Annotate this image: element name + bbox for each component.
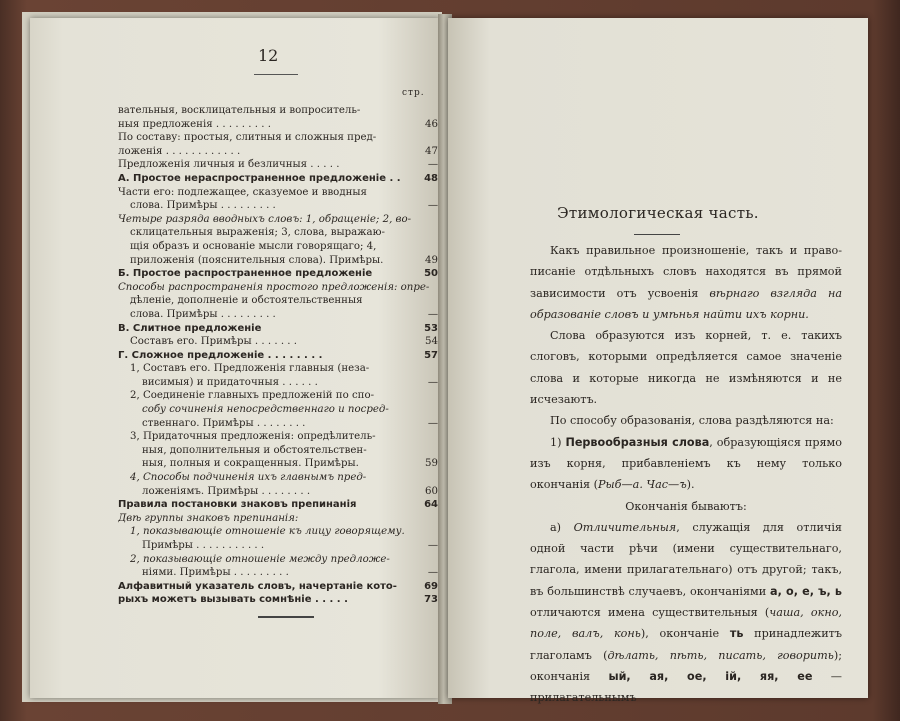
toc-page-number: — [427, 376, 438, 388]
toc-row [118, 322, 438, 336]
title-rule [634, 234, 680, 235]
toc-entry-text: приложенія (пояснительныя слова). Примѣры. [130, 254, 384, 266]
toc-row [118, 267, 438, 281]
toc-entry-text: 1, показывающіе отношеніе къ лицу говорящему. [130, 526, 405, 538]
toc-page-number: 73 [424, 594, 438, 606]
chapter-body [530, 240, 842, 709]
toc-page-number: — [427, 308, 438, 320]
toc-page-number: — [427, 540, 438, 551]
toc-row [118, 118, 438, 132]
toc-row [118, 389, 438, 403]
paragraph: Слова образуются изъ корней, т. е. такихъ слоговъ, которыми опредѣляется самое значеніе слова и которые никогда не измѣняются и не исчезаютъ. [530, 329, 842, 407]
toc-row [118, 593, 438, 607]
toc-entry-text: Примѣры . . . . . . . . . . . [142, 540, 265, 551]
toc-page-number: — [427, 200, 438, 212]
toc-entry-text: ныя, дополнительныя и обстоятельствен- [142, 444, 367, 456]
page-column-header: стр. [402, 88, 425, 98]
toc-row [118, 308, 438, 322]
toc-row [118, 131, 438, 145]
toc-row [118, 512, 438, 526]
toc-entry-text: Предложенія личныя и безличныя . . . . . [118, 159, 340, 171]
toc-row [118, 145, 438, 159]
toc-page-number: — [427, 159, 438, 171]
toc-end-rule [258, 616, 314, 618]
paragraph: По способу образованія, слова раздѣляются на: [550, 414, 834, 428]
toc-page-number: 50 [424, 268, 438, 280]
toc-entry-text: 4, Способы подчиненія ихъ главнымъ пред- [130, 472, 367, 484]
toc-row [118, 240, 438, 254]
toc-page-number: 54 [425, 336, 438, 348]
toc-entry-text: склицательныя выраженія; 3, слова, выражаю- [130, 227, 385, 239]
toc-row [118, 417, 438, 431]
paragraph: а) Отличительныя, служащія для отличія одной части рѣчи (имени существительнаго, глагола, имени прилагательнаго) отъ другой; такъ, въ большинствѣ случаевъ, окончаніями а, о, е, ъ, ь отличаются имена существительныя (чаша, окно, поле, валъ, конь), окончаніе ть принадлежитъ глаголамъ (дѣлать, пѣть, писать, говорить); окончанія ый, ая, ое, ій, яя, ее — прилагательнымъ [530, 520, 842, 705]
toc-row [118, 254, 438, 268]
toc-page-number: 47 [425, 145, 438, 157]
toc-row [118, 335, 438, 349]
toc-row [118, 471, 438, 485]
toc-entry-text: 1, Составъ его. Предложенія главныя (неза- [130, 363, 370, 375]
toc-entry-text: Г. Сложное предложеніе . . . . . . . . [118, 349, 323, 361]
toc-page-number: 53 [424, 322, 438, 334]
toc-row [118, 580, 438, 594]
toc-row [118, 444, 438, 458]
toc-page-number: — [427, 567, 438, 579]
page-number-rule [254, 74, 298, 75]
toc-entry-text: рыхъ можетъ вызывать сомнѣніе . . . . . [118, 594, 348, 606]
toc-entry-text: 2, Соединеніе главныхъ предложеній по спо- [130, 390, 375, 402]
toc-row [118, 158, 438, 172]
toc-row [118, 376, 438, 390]
toc-row [118, 566, 438, 580]
toc-entry-text: Четыре разряда вводныхъ словъ: 1, обращеніе; 2, во- [118, 213, 412, 225]
toc-entry-text: Алфавитный указатель словъ, начертаніе кото- [118, 580, 397, 592]
toc-row [118, 362, 438, 376]
toc-entry-text: Способы распространенія простого предложенія: опре- [118, 281, 430, 293]
toc-row [118, 294, 438, 308]
toc-row [118, 485, 438, 499]
toc-entry-text: В. Слитное предложеніе [118, 322, 262, 334]
paragraph: 1) Первообразныя слова, образующіяся прямо изъ корня, прибавленіемъ къ нему только окончанія (Рыб—а. Час—ъ). [530, 435, 842, 492]
toc-entry-text: ложенія . . . . . . . . . . . . [118, 145, 241, 157]
toc-row [118, 199, 438, 213]
toc-row [118, 186, 438, 200]
toc-page-number: 46 [425, 118, 438, 130]
toc-entry-text: ніями. Примѣры . . . . . . . . . [142, 567, 289, 579]
toc-entry-text: дѣленіе, дополненіе и обстоятельственныя [130, 295, 363, 307]
right-page [448, 18, 868, 705]
toc-page-number: 64 [424, 499, 438, 511]
toc-page-number: 57 [424, 349, 438, 361]
toc-entry-text: ственнаго. Примѣры . . . . . . . . [142, 417, 306, 429]
toc-page-number: 69 [424, 580, 438, 592]
toc-entry-text: слова. Примѣры . . . . . . . . . [130, 200, 276, 212]
chapter-title: Этимологическая часть. [557, 204, 759, 222]
toc-entry-text: По составу: простыя, слитныя и сложныя пред- [118, 132, 377, 144]
toc-entry-text: Правила постановки знаковъ препинанія [118, 499, 357, 511]
toc-page-number: 59 [425, 458, 438, 470]
toc-entry-text: А. Простое нераспространенное предложеніе . . [118, 172, 401, 184]
left-page [30, 18, 440, 698]
toc-page-number: 48 [424, 172, 438, 184]
toc-entry-text: ныя, полныя и сокращенныя. Примѣры. [142, 458, 359, 470]
toc-entry-text: вательныя, восклицательныя и вопроситель- [118, 105, 361, 116]
toc-entry-text: висимыя) и придаточныя . . . . . . [142, 376, 318, 388]
toc-row [118, 172, 438, 186]
toc-entry-text: ложеніямъ. Примѣры . . . . . . . . [142, 485, 311, 497]
toc-row [118, 281, 438, 295]
toc-page-number: 60 [425, 485, 438, 497]
toc-row [118, 104, 438, 118]
toc-row [118, 430, 438, 444]
toc-row [118, 553, 438, 567]
toc-entry-text: 2, показывающіе отношеніе между предложе- [130, 553, 390, 565]
page-number: 12 [258, 46, 279, 65]
toc-row [118, 457, 438, 471]
toc-entry-text: собу сочиненія непосредственнаго и посред- [142, 404, 389, 416]
toc-entry-text: 3, Придаточныя предложенія: опредѣлитель- [130, 431, 376, 443]
toc-row [118, 539, 438, 553]
toc-entry-text: Составъ его. Примѣры . . . . . . . [130, 336, 298, 348]
toc-row [118, 213, 438, 227]
toc-page-number: — [427, 417, 438, 429]
toc-page-number: 49 [425, 254, 438, 266]
toc-row [118, 349, 438, 363]
toc-entry-text: ныя предложенія . . . . . . . . . [118, 118, 271, 130]
toc-row [118, 226, 438, 240]
toc-entry-text: Двѣ группы знаковъ препинанія: [118, 512, 299, 524]
paragraph: Какъ правильное произношеніе, такъ и право-писаніе отдѣльныхъ словъ находятся въ прямой зависимости отъ усвоенія вѣрнаго взгляда на образованіе словъ и умѣнья найти ихъ корни. [530, 244, 843, 321]
toc-entry-text: Б. Простое распространенное предложеніе [118, 268, 373, 280]
toc-entry-text: щія образъ и основаніе мысли говорящаго; 4, [130, 240, 377, 252]
toc-entry-text: Части его: подлежащее, сказуемое и вводныя [118, 186, 367, 198]
table-of-contents [118, 104, 438, 607]
toc-entry-text: слова. Примѣры . . . . . . . . . [130, 308, 276, 320]
toc-row [118, 525, 438, 539]
paragraph: Окончанія бываютъ: [625, 499, 747, 513]
toc-row [118, 403, 438, 417]
toc-row [118, 498, 438, 512]
